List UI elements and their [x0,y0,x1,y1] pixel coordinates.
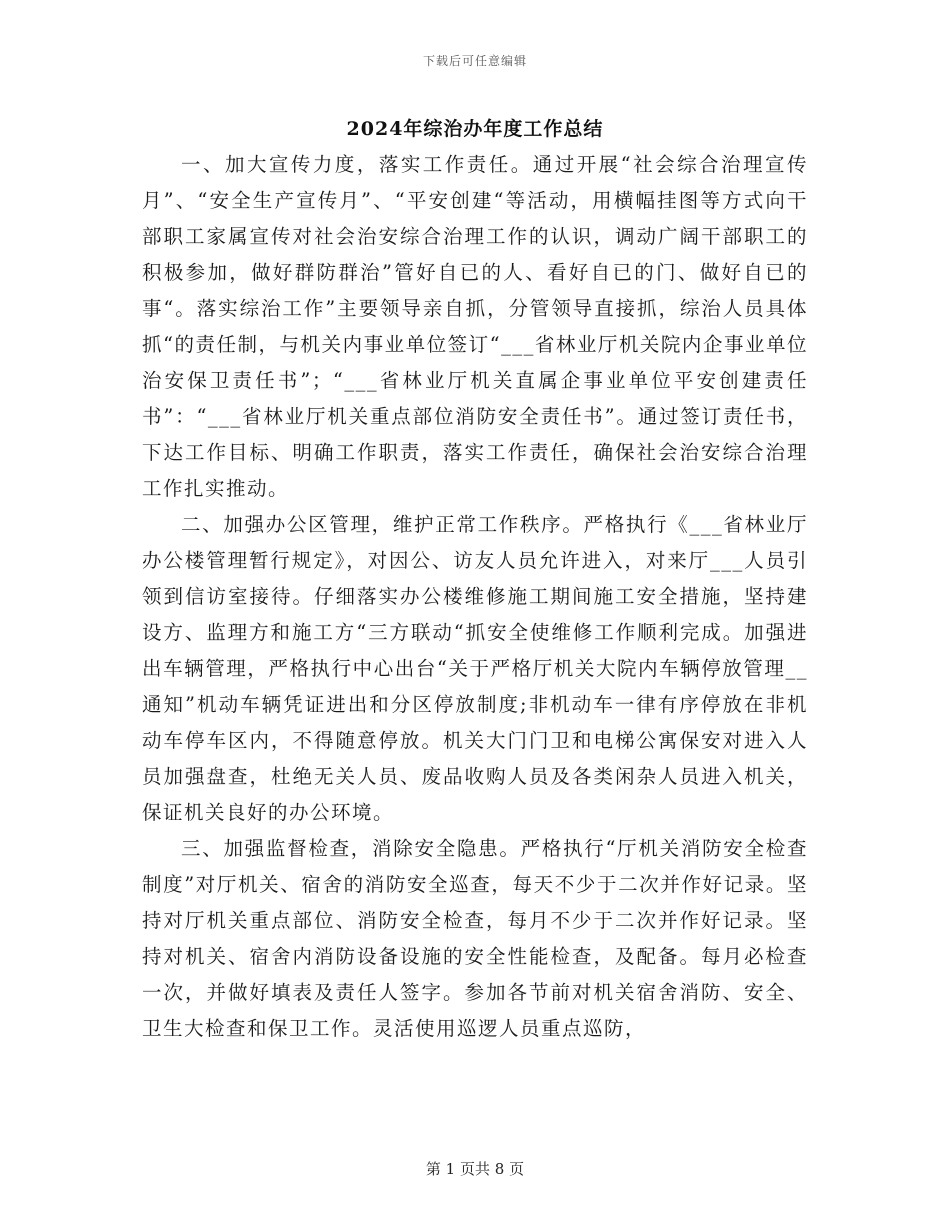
document-body [142,147,808,1047]
paragraph-2: 二、加强办公区管理，维护正常工作秩序。严格执行《___省林业厅办公楼管理暂行规定》，对因公、访友人员允许进入，对来厅___人员引领到信访室接待。仔细落实办公楼维修施工期间施工安全措施，坚持建设方、监理方和施工方“三方联动“抓安全使维修工作顺利完成。加强进出车辆管理，严格执行中心出台“关于严格厅机关大院内车辆停放管理__通知”机动车辆凭证进出和分区停放制度;非机动车一律有序停放在非机动车停车区内，不得随意停放。机关大门门卫和电梯公寓保安对进入人员加强盘查，杜绝无关人员、废品收购人员及各类闲杂人员进入机关，保证机关良好的办公环境。 [142,513,808,824]
page-number: 第 1 页共 8 页 [425,1160,525,1178]
paragraph-1: 一、加大宣传力度，落实工作责任。通过开展“社会综合治理宣传月”、“安全生产宣传月”、“平安创建“等活动，用横幅挂图等方式向干部职工家属宣传对社会治安综合治理工作的认识，调动广阔干部职工的积极参加，做好群防群治”管好自已的人、看好自已的门、做好自已的事“。落实综治工作”主要领导亲自抓，分管领导直接抓，综治人员具体抓“的责任制，与机关内事业单位签订“___省林业厅机关院内企事业单位治安保卫责任书”；“___省林业厅机关直属企事业单位平安创建责任书”：“___省林业厅机关重点部位消防安全责任书”。通过签订责任书，下达工作目标、明确工作职责，落实工作责任，确保社会治安综合治理工作扎实推动。 [142,153,808,500]
paragraph-3: 三、加强监督检查，消除安全隐患。严格执行“厅机关消防安全检查制度”对厅机关、宿舍的消防安全巡查，每天不少于二次并作好记录。坚持对厅机关重点部位、消防安全检查，每月不少于二次并作好记录。坚持对机关、宿舍内消防设备设施的安全性能检查，及配备。每月必检查一次，并做好填表及责任人签字。参加各节前对机关宿舍消防、安全、卫生大检查和保卫工作。灵活使用巡逻人员重点巡防， [142,837,808,1040]
header-note: 下载后可任意编辑 [422,54,527,68]
document-title: 2024年综治办年度工作总结 [346,118,604,140]
